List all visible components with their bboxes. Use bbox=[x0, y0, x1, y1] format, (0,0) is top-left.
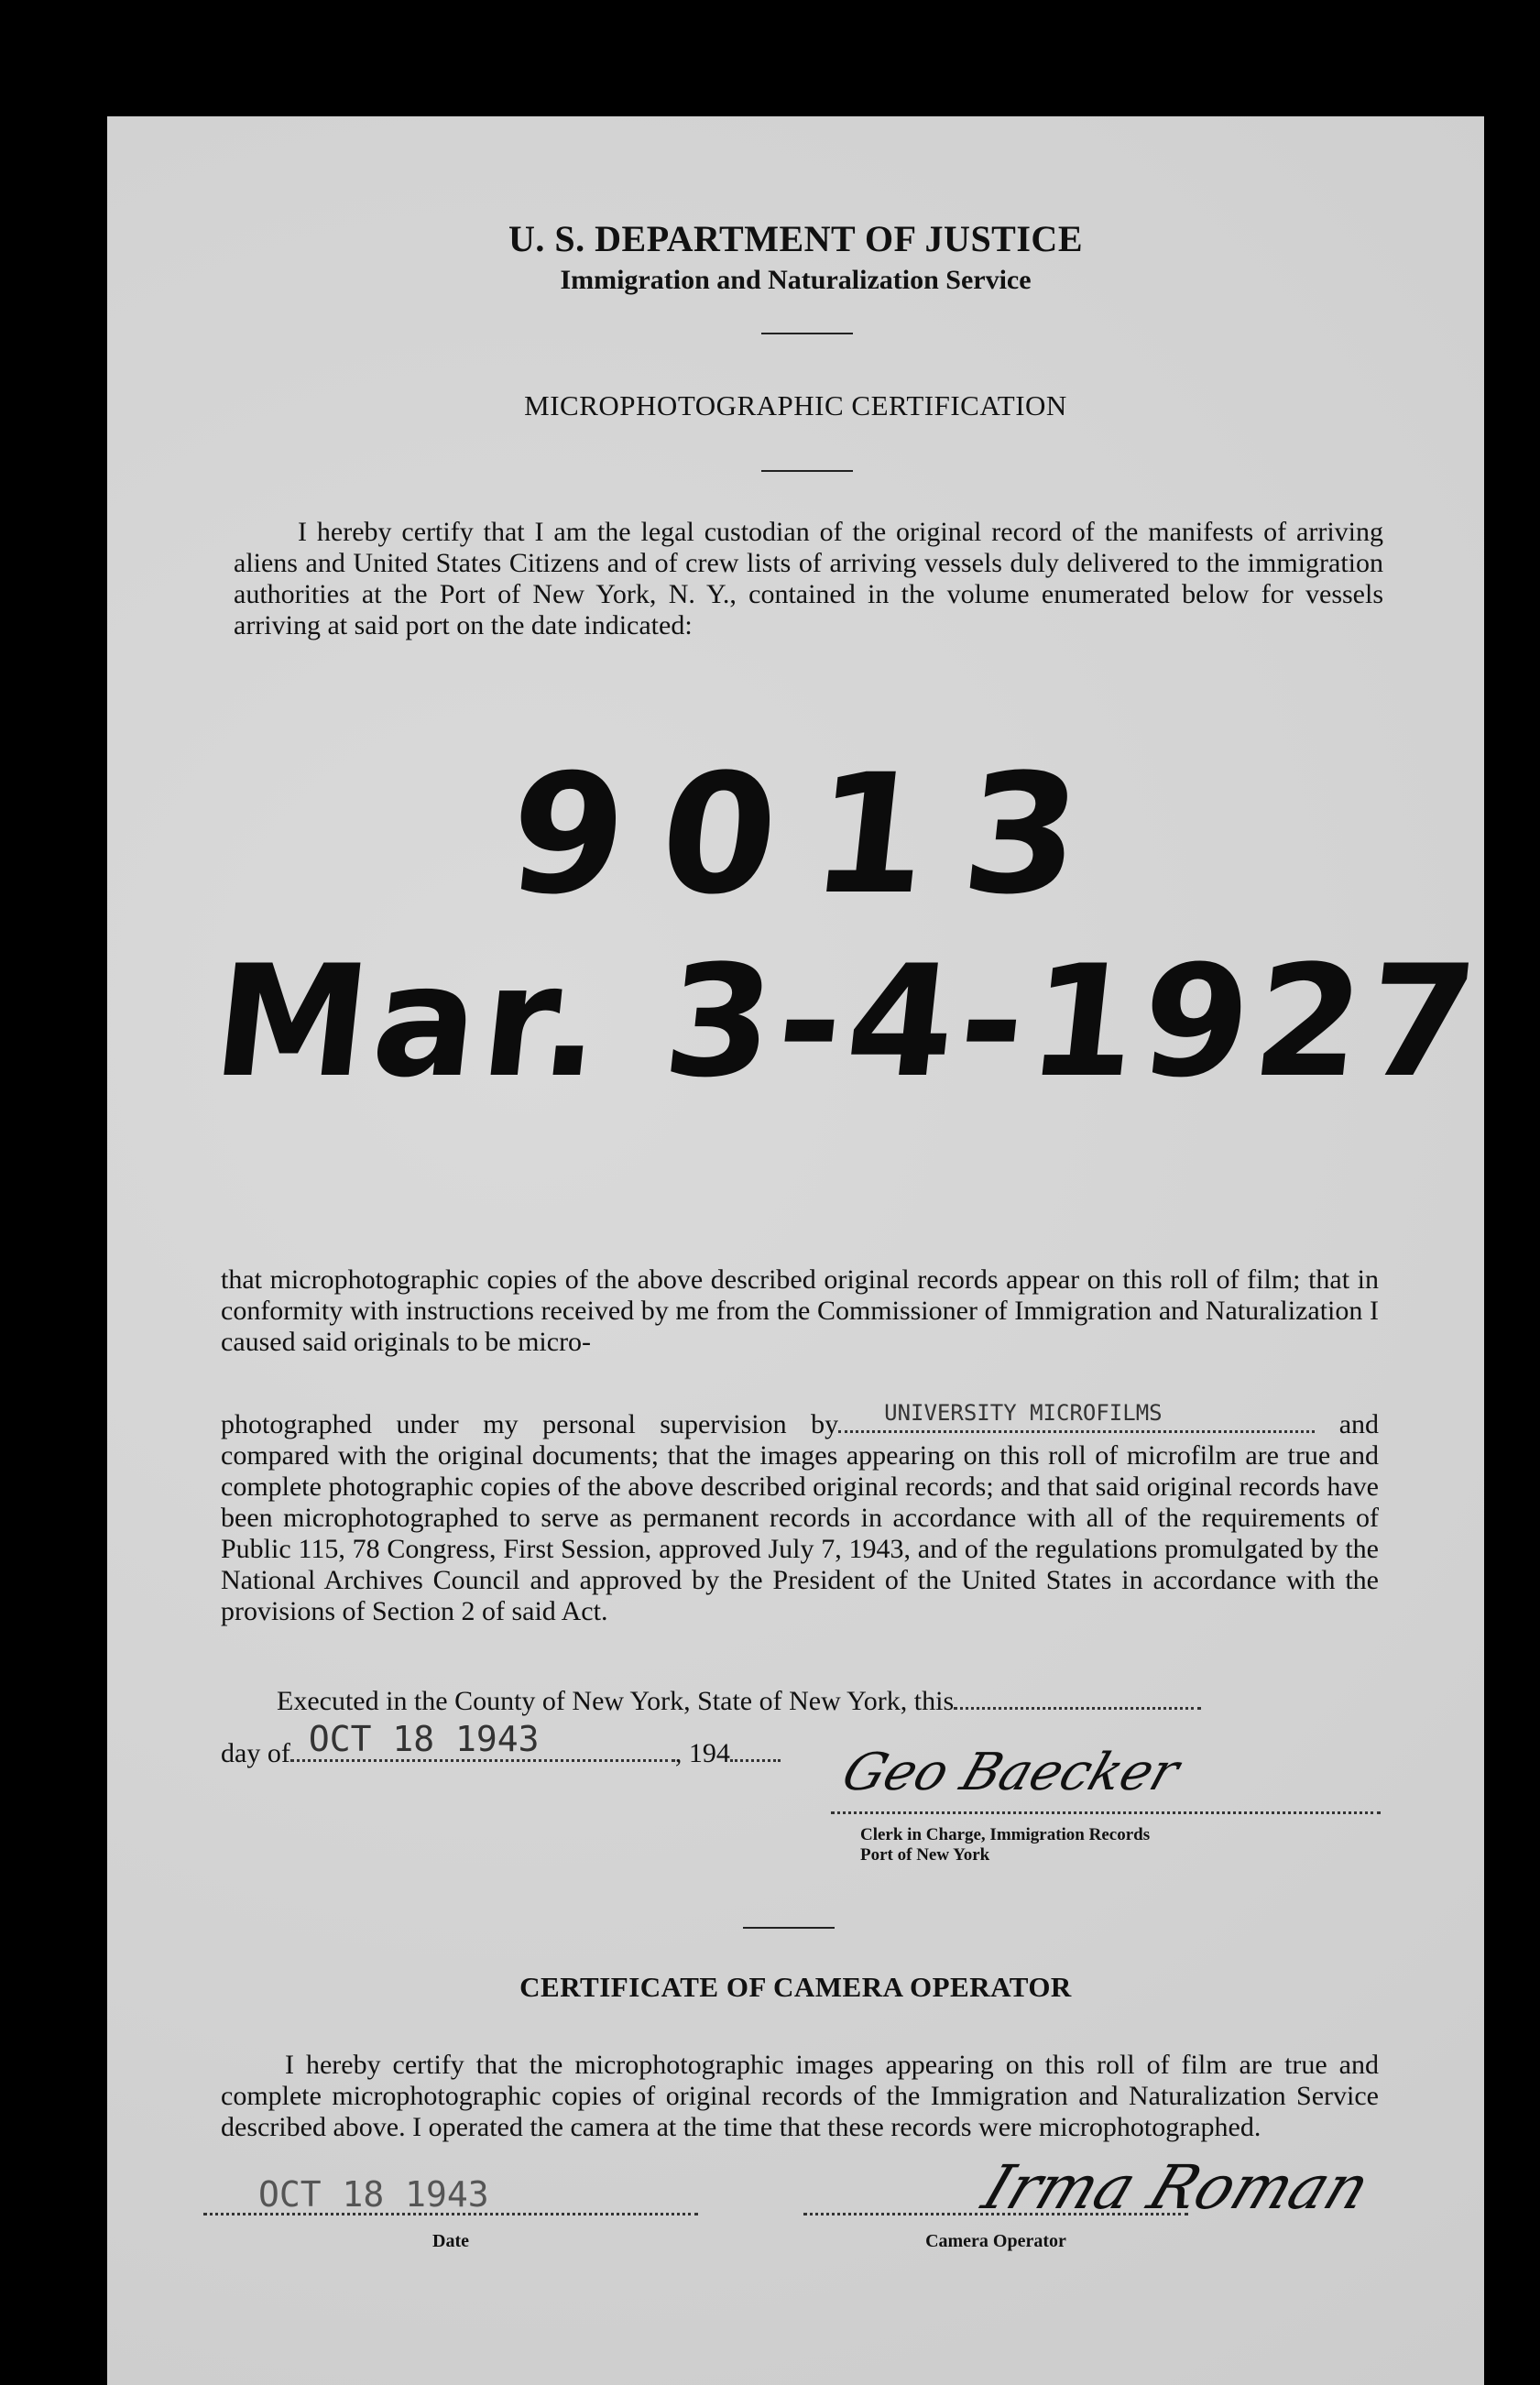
execution-line bbox=[277, 1686, 1385, 1717]
year-field bbox=[730, 1759, 781, 1762]
clerk-signature-block bbox=[822, 1743, 1381, 1955]
service-subtitle: Immigration and Naturalization Service bbox=[560, 265, 1032, 295]
department-title: U. S. DEPARTMENT OF JUSTICE bbox=[508, 218, 1083, 259]
divider-top bbox=[761, 333, 853, 334]
camera-operator-text: I hereby certify that the microphotographic images appearing on this roll of film are true and complete microphotographic copies of original records of the Immigration and Naturalization Service described above. I operated the camera at the time that these records were microphotographed. bbox=[221, 2050, 1379, 2142]
operator-signature: Irma Roman bbox=[973, 2152, 1380, 2223]
divider-second bbox=[761, 470, 853, 472]
operator-signature-block bbox=[803, 2141, 1390, 2270]
clerk-location: Port of New York bbox=[860, 1845, 990, 1865]
supervisor-stamp: UNIVERSITY MICROFILMS bbox=[884, 1400, 1163, 1426]
operator-date-label: Date bbox=[432, 2231, 469, 2251]
handwritten-arrival-date: Mar. 3-4-1927 bbox=[205, 932, 1490, 1111]
execution-day-field bbox=[954, 1707, 1201, 1710]
certification-title: MICROPHOTOGRAPHIC CERTIFICATION bbox=[524, 389, 1067, 421]
clerk-signature-line bbox=[831, 1811, 1381, 1814]
divider-third bbox=[743, 1927, 835, 1929]
operator-signature-line bbox=[803, 2213, 1188, 2215]
body-paragraph-b bbox=[221, 1400, 1380, 1627]
operator-date-line bbox=[203, 2213, 698, 2215]
clerk-signature: Geo Baecker bbox=[835, 1743, 1186, 1802]
supervision-rest: and compared with the original documents; that the images appearing on this roll of microfilm are true and complete photographic copies of the above described original records; and that said original records have been microphotographed to serve as permanent records in accordance with all of the requirements of Public 115, 78 Congress, First Session, approved July 7, 1943, and of the regulations promulgated by the National Archives Council and approved by the President of the United States in accordance with the provisions of Section 2 of said Act. bbox=[221, 1409, 1380, 1626]
day-of-field bbox=[290, 1719, 675, 1762]
year-prefix: , 194 bbox=[674, 1738, 730, 1768]
certification-intro: I hereby certify that I am the legal custodian of the original record of the manifests of arriving aliens and United States Citizens and of crew lists of arriving vessels duly delivered to the immigration authorities at the Port of New York, N. Y., contained in the volume enumerated below for vessels arriving at said port on the date indicated: bbox=[234, 517, 1383, 640]
camera-operator-title: CERTIFICATE OF CAMERA OPERATOR bbox=[519, 1971, 1072, 2003]
supervisor-field bbox=[838, 1400, 1315, 1433]
clerk-title: Clerk in Charge, Immigration Records bbox=[860, 1825, 1151, 1844]
operator-date-stamp: OCT 18 1943 bbox=[258, 2174, 489, 2215]
certificate-page bbox=[107, 116, 1490, 2385]
operator-date-block bbox=[203, 2172, 698, 2264]
body-paragraph-a: that microphotographic copies of the above described original records appear on this roll of film; that in conformity with instructions received by me from the Commissioner of Immigration and Naturalization I caused said originals to be micro- bbox=[221, 1264, 1379, 1357]
supervision-lead: photographed under my personal supervision by bbox=[221, 1409, 839, 1439]
handwritten-volume-number: 9013 bbox=[500, 739, 1126, 931]
execution-text: Executed in the County of New York, State of New York, this bbox=[277, 1686, 955, 1716]
day-of-line bbox=[221, 1719, 781, 1769]
operator-label: Camera Operator bbox=[925, 2231, 1066, 2251]
day-of-label: day of bbox=[221, 1738, 290, 1768]
execution-date-stamp: OCT 18 1943 bbox=[308, 1719, 540, 1759]
